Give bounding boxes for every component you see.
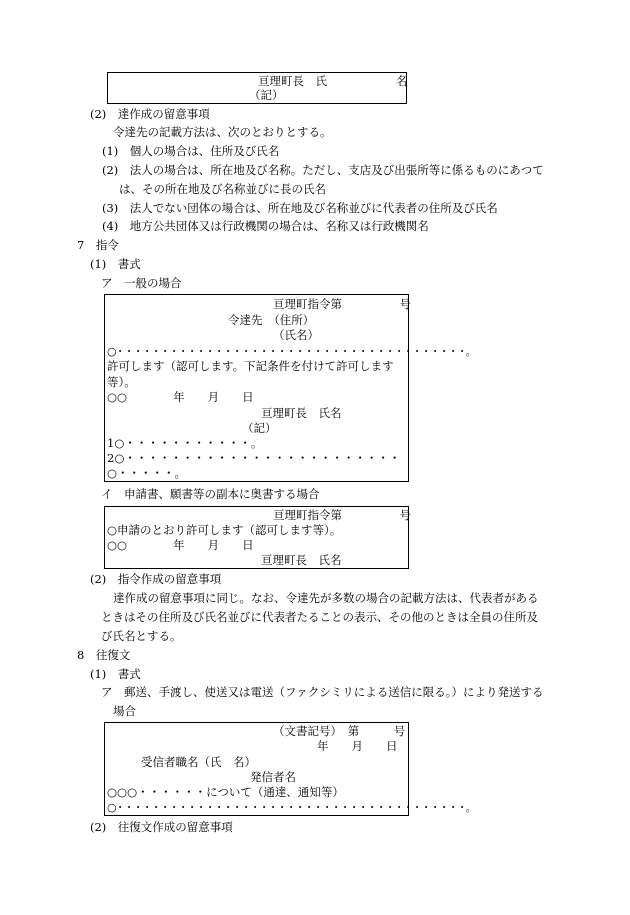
recipient-line: 受信者職名（氏 名） (141, 755, 256, 769)
subsection-heading: (2) 指令作成の留意事項 (90, 572, 222, 586)
form-line: 等）。 (107, 375, 136, 389)
form-line: ○申請のとおり許可します（認可します等）。 (107, 523, 342, 537)
date-line: ○○ 年 月 日 (107, 538, 254, 552)
issuer-line: 亘理町長 氏名 (261, 553, 342, 567)
list-item: (3) 法人でない団体の場合は、所在地及び名称並びに代表者の住所及び氏名 (102, 201, 498, 215)
form-line: ○・・・・・・・・・・・・・・・・・・・・・・・・・・・・・・・・・・・・・・・。 (107, 345, 475, 358)
condition-item: 2○・・・・・・・・・・・・・・・・・・・・・・・・ (107, 451, 401, 465)
section-heading: 8 往復文 (77, 648, 131, 662)
order-form-box-endorsement (104, 506, 409, 569)
section-heading: 7 指令 (77, 238, 119, 252)
condition-item: ○・・・・・。 (107, 466, 187, 480)
form-line: 許可します（認可します。下記条件を付けて許可します (107, 359, 394, 373)
list-item: (2) 法人の場合は、所在地及び名称。ただし、支店及び出張所等に係るものにあつて (102, 163, 544, 177)
issuer-line: 亘理町長 氏名 (261, 406, 342, 420)
case-heading: ア 郵送、手渡し、使送又は電送（ファクシミリによる送信に限る。）により発送する (101, 685, 544, 699)
sender-line: 発信者名 (250, 770, 296, 784)
record-label: （記） (242, 421, 277, 435)
signature-box (107, 72, 407, 104)
form-line: ○・・・・・・・・・・・・・・・・・・・・・・・・・・・・・・・・・・・・・・・。 (107, 801, 475, 814)
paragraph: 達作成の留意事項に同じ。なお、令達先が多数の場合の記載方法は、代表者がある (113, 591, 539, 605)
signature-line: 亘理町長 氏 名 (258, 74, 408, 88)
subject-line: ○○○・・・・・・について（通達、通知等） (107, 785, 344, 799)
order-form-box-general (104, 294, 475, 482)
case-heading: イ 申請書、願書等の副本に奥書する場合 (101, 487, 320, 501)
paragraph: び氏名とする。 (101, 629, 182, 643)
subsection-heading: (2) 往復文作成の留意事項 (90, 820, 233, 834)
section-heading: (2) 達作成の留意事項 (90, 107, 210, 121)
case-heading: ア 一般の場合 (101, 276, 182, 290)
list-item: (1) 個人の場合は、住所及び氏名 (102, 144, 280, 158)
list-item: (4) 地方公共団体又は行政機関の場合は、名称又は行政機関名 (102, 219, 429, 233)
record-label: （記） (249, 88, 284, 102)
paragraph: 令達先の記載方法は、次のとおりとする。 (113, 125, 332, 139)
condition-item: 1○・・・・・・・・・・・。 (107, 436, 263, 450)
recipient-name: （氏名） (273, 328, 319, 342)
order-number: 亘理町指令第 号 (273, 508, 411, 522)
date-line: ○○ 年 月 日 (107, 390, 254, 404)
subsection-heading: (1) 書式 (90, 257, 141, 271)
subsection-heading: (1) 書式 (90, 667, 141, 681)
recipient-address: 令達先 （住所） (228, 313, 315, 327)
date-line: 年 月 日 (317, 739, 398, 753)
document-number: （文書記号） 第 号 (273, 724, 406, 738)
order-number: 亘理町指令第 号 (273, 297, 411, 311)
correspondence-form-box (104, 722, 475, 816)
list-item-continuation: は、その所在地及び名称並びに長の氏名 (119, 182, 326, 196)
paragraph: ときはその住所及び氏名並びに代表者たることの表示、その他のときは全員の住所及 (101, 610, 538, 624)
case-heading-continuation: 場合 (113, 704, 136, 718)
